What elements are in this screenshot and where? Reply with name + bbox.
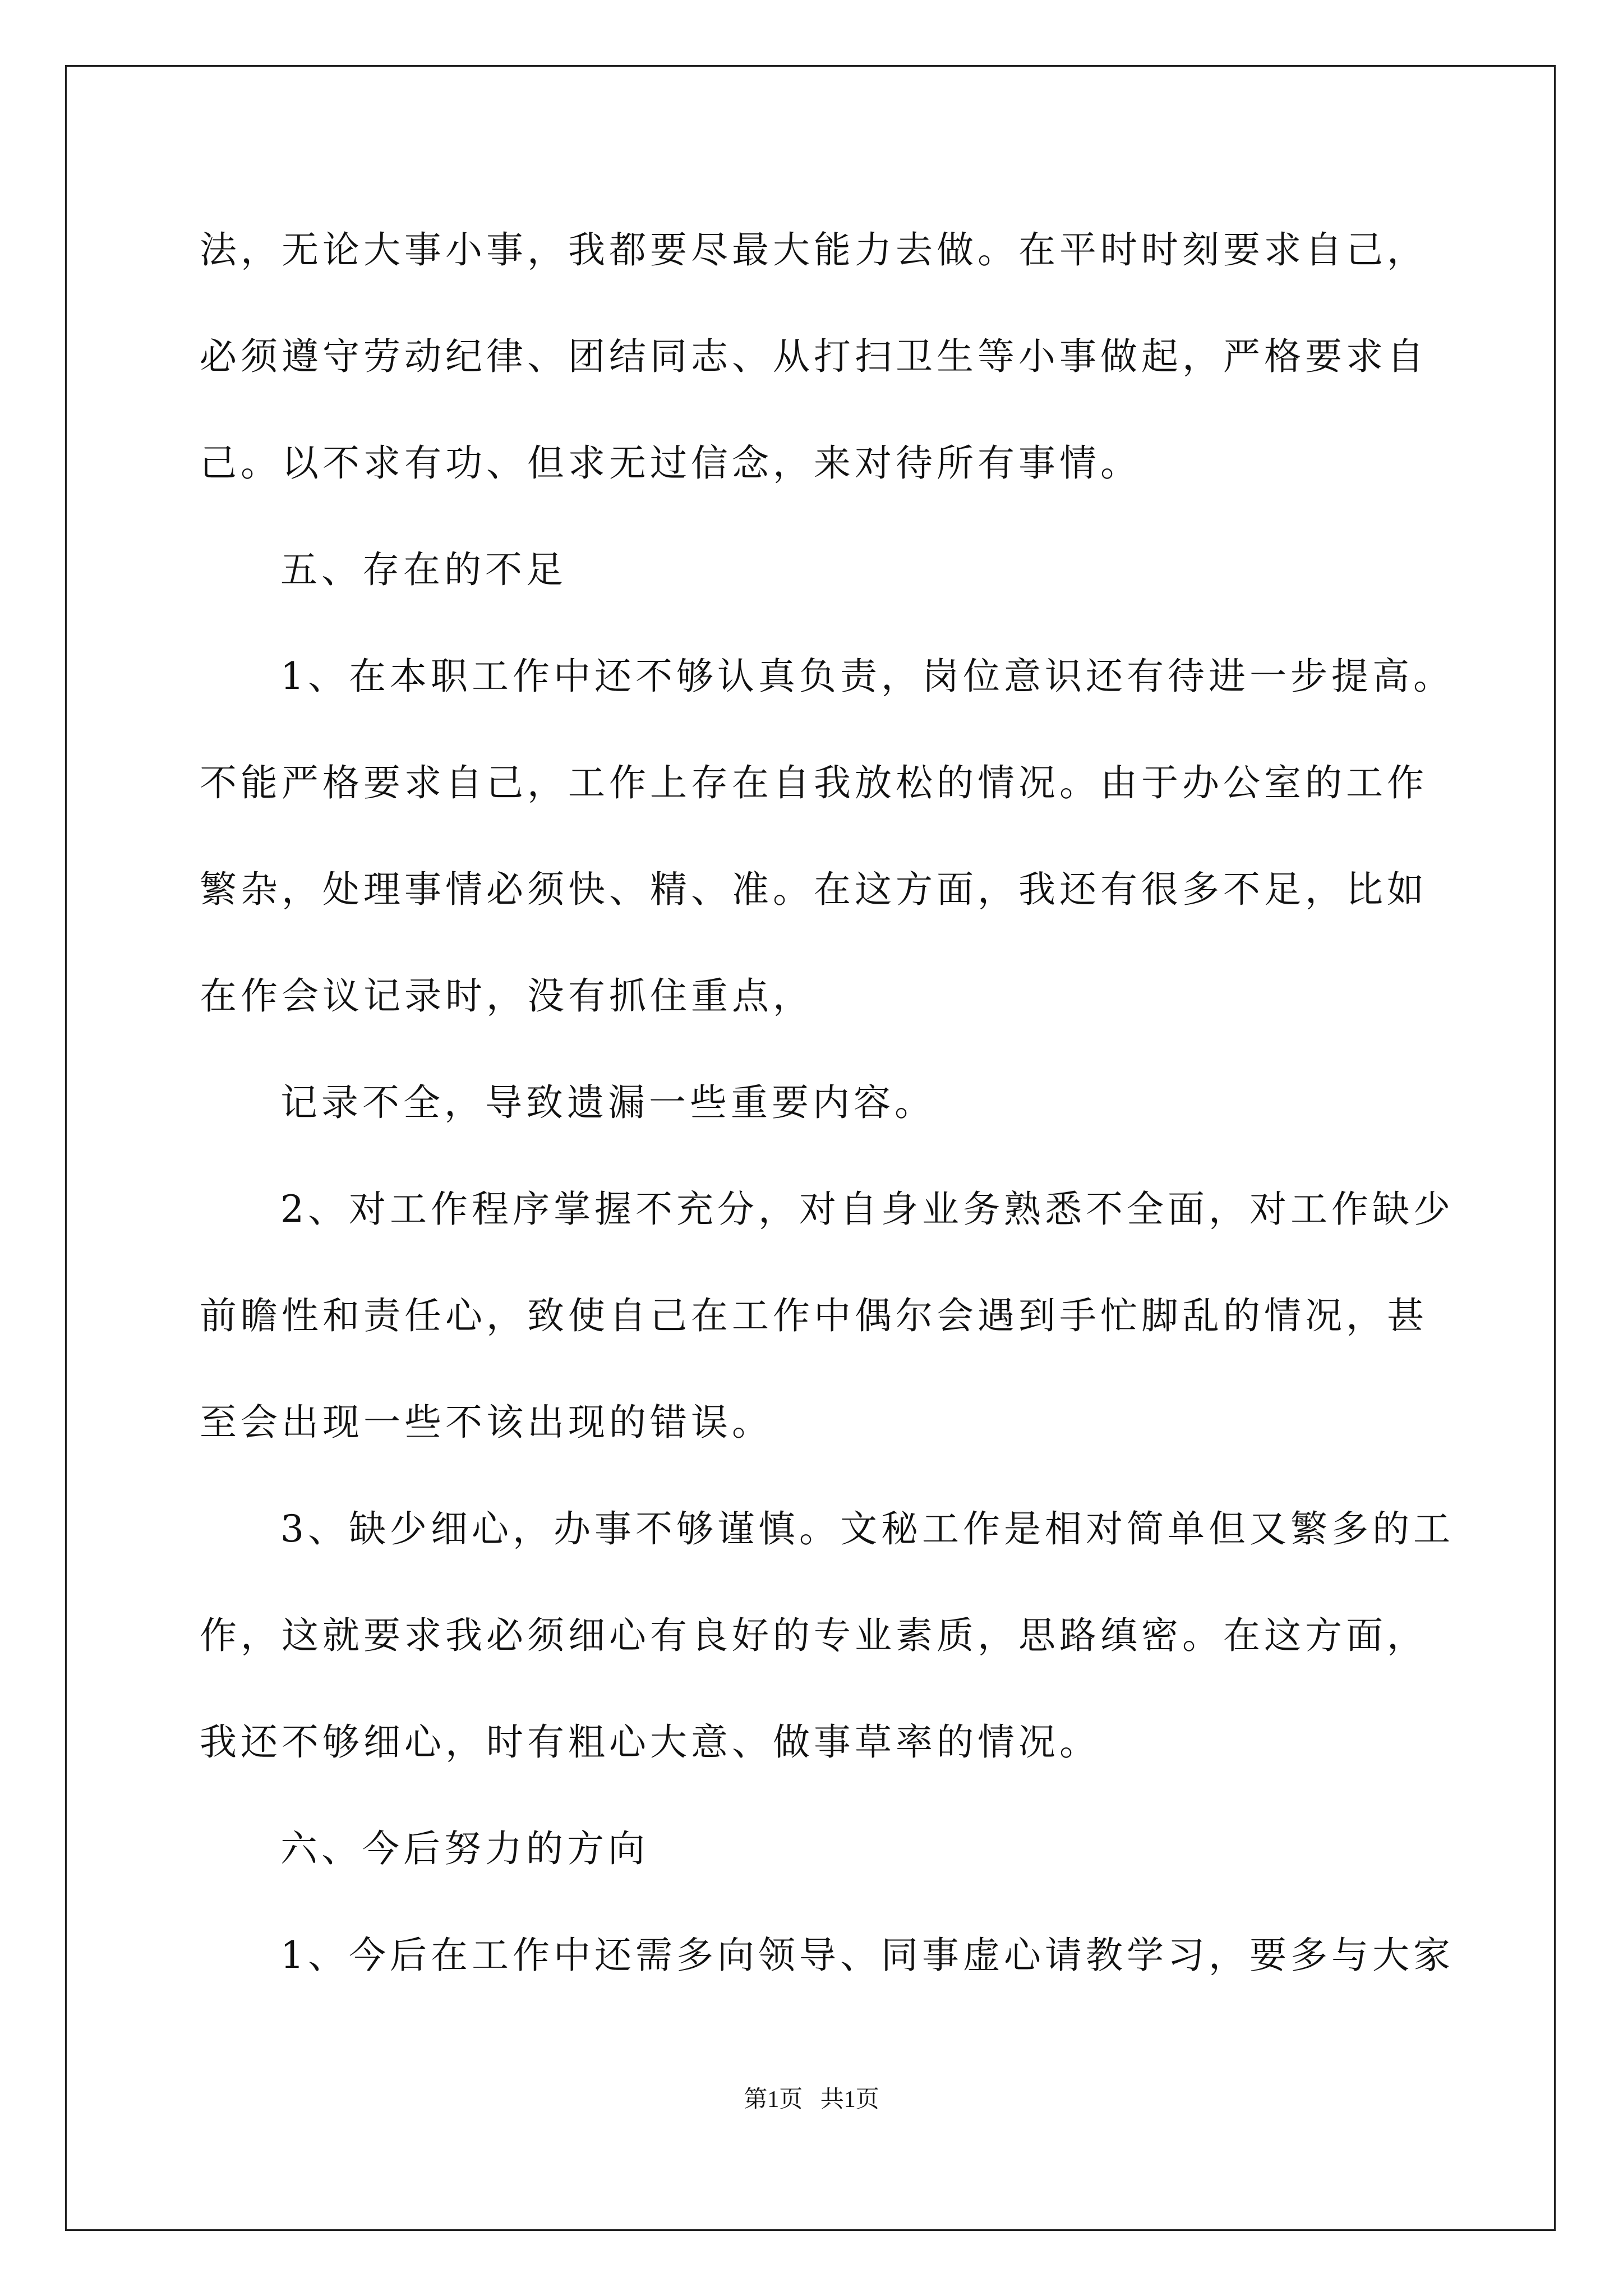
text-line: 不能严格要求自己，工作上存在自我放松的情况。由于办公室的工作	[200, 761, 1428, 804]
section-heading: 五、存在的不足	[280, 548, 567, 591]
text-line: 必须遵守劳动纪律、团结同志、从打扫卫生等小事做起，严格要求自	[200, 335, 1428, 378]
text-line: 我还不够细心，时有粗心大意、做事草率的情况。	[200, 1720, 1100, 1764]
text-line: 己。以不求有功、但求无过信念，来对待所有事情。	[200, 441, 1141, 485]
text-line: 至会出现一些不该出现的错误。	[200, 1401, 773, 1444]
text-line: 作，这就要求我必须细心有良好的专业素质，思路缜密。在这方面，	[200, 1614, 1428, 1657]
text-line: 繁杂，处理事情必须快、精、准。在这方面，我还有很多不足，比如	[200, 868, 1428, 911]
text-line: 1、今后在工作中还需多向领导、同事虚心请教学习，要多与大家	[280, 1934, 1454, 1977]
page-border	[65, 65, 1556, 2231]
text-line: 2、对工作程序掌握不充分，对自身业务熟悉不全面，对工作缺少	[280, 1188, 1454, 1231]
page-number-footer: 第1页 共1页	[744, 2087, 879, 2113]
text-line: 前瞻性和责任心，致使自己在工作中偶尔会遇到手忙脚乱的情况，甚	[200, 1294, 1428, 1337]
section-heading: 六、今后努力的方向	[280, 1827, 649, 1870]
text-line: 在作会议记录时，没有抓住重点，	[200, 974, 814, 1018]
text-line: 3、缺少细心，办事不够谨慎。文秘工作是相对简单但又繁多的工	[280, 1507, 1454, 1550]
text-line: 记录不全，导致遗漏一些重要内容。	[280, 1081, 935, 1124]
text-line: 法，无论大事小事，我都要尽最大能力去做。在平时时刻要求自己，	[200, 228, 1428, 272]
text-line: 1、在本职工作中还不够认真负责，岗位意识还有待进一步提高。	[280, 655, 1454, 698]
